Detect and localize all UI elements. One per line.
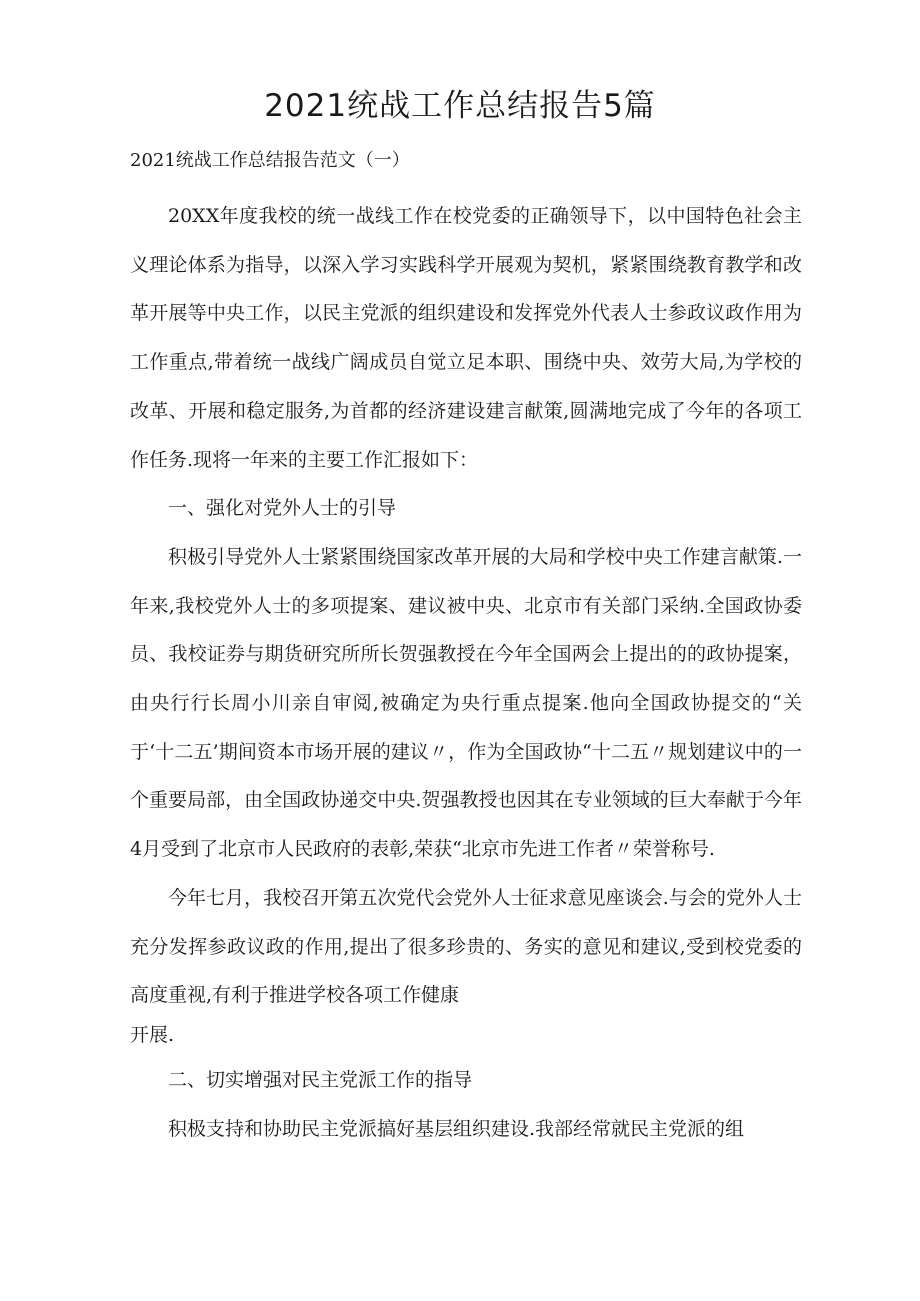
paragraph-meeting-text: 今年七月，我校召开第五次党代会党外人士征求意见座谈会.与会的党外人士充分发挥参政议政的作用,提出了很多珍贵的、务实的意见和建议,受到校党委的高度重视,有利于推进学校各项工作健康 [130,886,802,1007]
paragraph-guidance: 积极引导党外人士紧紧围绕国家改革开展的大局和学校中央工作建言献策.一年来,我校党外人士的多项提案、建议被中央、北京市有关部门采纳.全国政协委员、我校证券与期货研究所所长贺强教授在今年全国两会上提出的的政协提案，由央行行长周小川亲自审阅,被确定为央行重点提案.他向全国政协提交的“关于‘十二五’期间资本市场开展的建议〃，作为全国政协“十二五〃规划建议中的一个重要局部，由全国政协递交中央.贺强教授也因其在专业领域的巨大奉献于今年4月受到了北京市人民政府的表彰,荣获“北京市先进工作者〃荣誉称号. [130,545,802,861]
paragraph-party-support: 积极支持和协助民主党派搞好基层组织建设.我部经常就民主党派的组 [168,1117,745,1140]
document-subtitle: 2021统战工作总结报告范文（一） [130,150,410,171]
paragraph-intro: 20XX年度我校的统一战线工作在校党委的正确领导下，以中国特色社会主义理论体系为指导，以深入学习实践科学开展观为契机，紧紧围绕教育教学和改革开展等中央工作，以民主党派的组织建设和发挥党外代表人士参政议政作用为工作重点,带着统一战线广阔成员自觉立足本职、围绕中央、效劳大局,为学校的改革、开展和稳定服务,为首都的经济建设建言献策,圆满地完成了今年的各项工作任务.现将一年来的主要工作汇报如下： [130,205,802,471]
section-heading-2: 二、切实增强对民主党派工作的指导 [168,1068,473,1091]
section-heading-1: 一、强化对党外人士的引导 [168,497,397,520]
document-title: 2021统战工作总结报告5篇 [264,88,656,124]
paragraph-meeting-tail: 开展. [130,1023,175,1046]
document-body [130,192,802,1153]
paragraph-meeting [130,874,802,1020]
